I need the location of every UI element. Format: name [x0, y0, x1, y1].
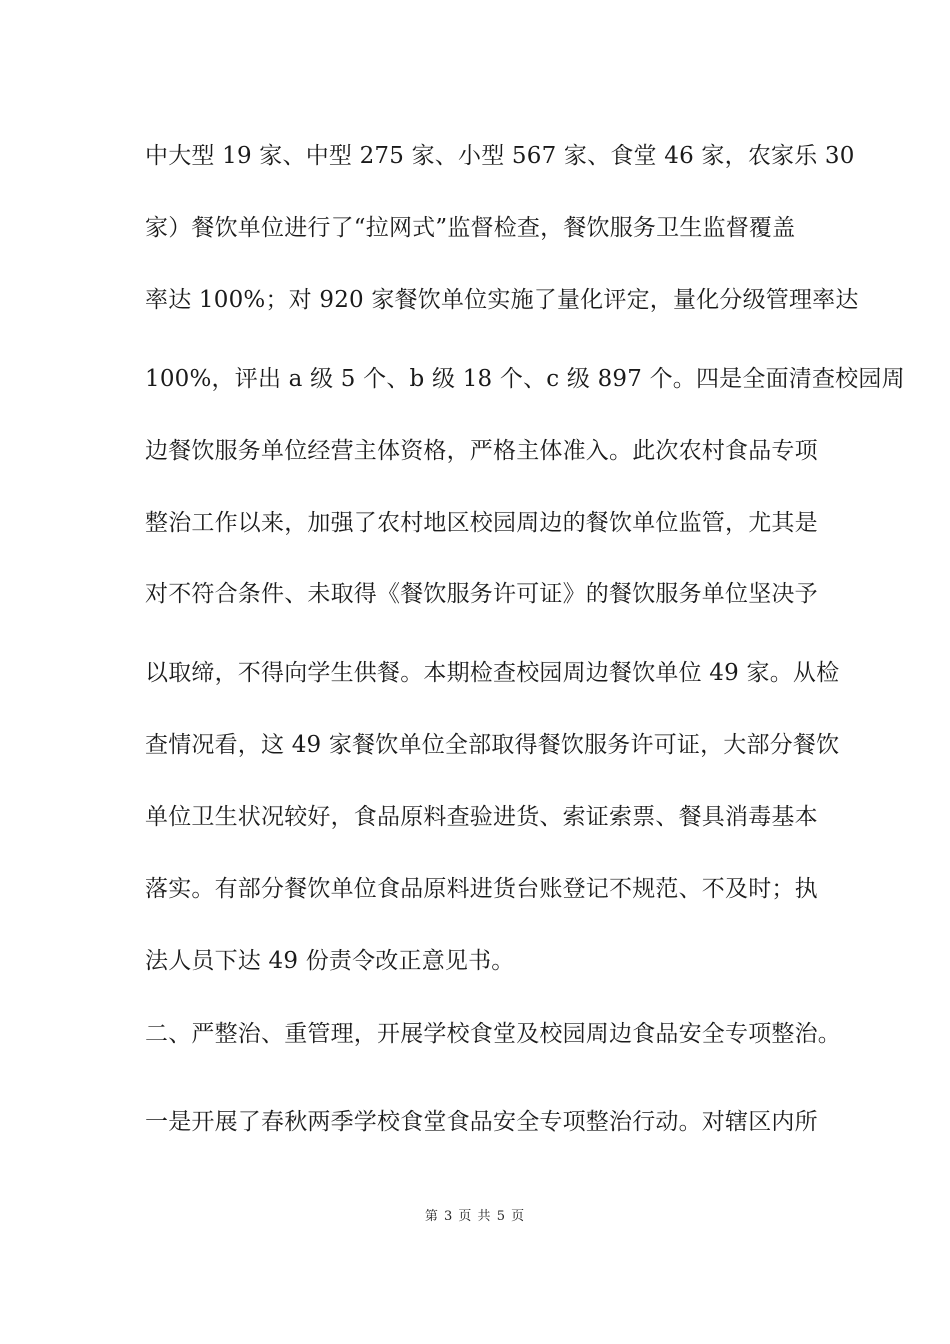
body-text-line: 单位卫生状况较好，食品原料查验进货、索证索票、餐具消毒基本 — [145, 804, 818, 830]
body-text-line: 整治工作以来，加强了农村地区校园周边的餐饮单位监管，尤其是 — [145, 510, 818, 536]
body-text-line: 率达 100%；对 920 家餐饮单位实施了量化评定，量化分级管理率达 — [145, 287, 859, 313]
body-text-line: 对不符合条件、未取得《餐饮服务许可证》的餐饮服务单位坚决予 — [145, 581, 818, 607]
body-text-line: 以取缔，不得向学生供餐。本期检查校园周边餐饮单位 49 家。从检 — [145, 660, 840, 686]
body-text-line: 家）餐饮单位进行了“拉网式”监督检查，餐饮服务卫生监督覆盖 — [145, 215, 796, 241]
page-number-footer: 第 3 页 共 5 页 — [424, 1209, 526, 1224]
section-heading-line: 二、严整治、重管理，开展学校食堂及校园周边食品安全专项整治。 — [145, 1021, 841, 1047]
body-text-line: 100%，评出 a 级 5 个、b 级 18 个、c 级 897 个。四是全面清查校园周 — [145, 366, 905, 392]
body-text-line: 边餐饮服务单位经营主体资格，严格主体准入。此次农村食品专项 — [145, 438, 818, 464]
body-text-line: 落实。有部分餐饮单位食品原料进货台账登记不规范、不及时；执 — [145, 876, 818, 902]
body-text-line: 法人员下达 49 份责令改正意见书。 — [145, 948, 515, 974]
body-text-line: 查情况看，这 49 家餐饮单位全部取得餐饮服务许可证，大部分餐饮 — [145, 732, 840, 758]
body-text-line: 一是开展了春秋两季学校食堂食品安全专项整治行动。对辖区内所 — [145, 1109, 818, 1135]
body-text-line: 中大型 19 家、中型 275 家、小型 567 家、食堂 46 家，农家乐 30 — [145, 143, 855, 169]
